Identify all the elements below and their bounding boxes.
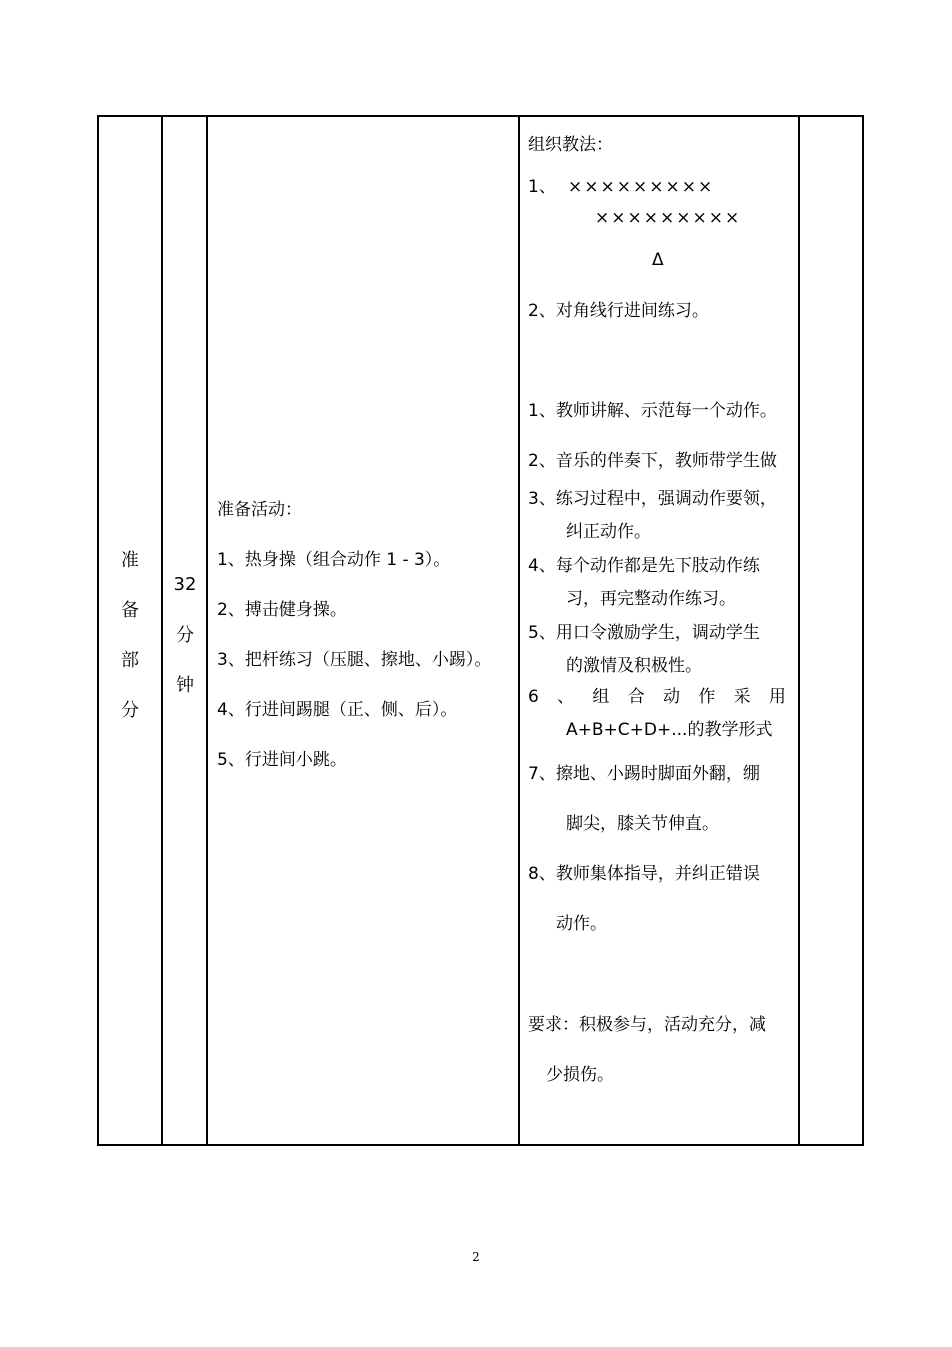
method-line: 2、音乐的伴奏下，教师带学生做 [528, 451, 777, 471]
requirement-line: 少损伤。 [546, 1065, 614, 1085]
lesson-plan-table [97, 115, 864, 1146]
column-divider [518, 117, 520, 1144]
method-char: 作 [698, 687, 716, 707]
section-name-char: 分 [121, 700, 139, 721]
content-item: 1、热身操（组合动作 1 - 3）。 [217, 550, 451, 570]
organization-item: 2、对角线行进间练习。 [528, 301, 709, 321]
method-line: 的激情及积极性。 [566, 656, 702, 676]
method-line: 5、用口令激励学生，调动学生 [528, 623, 760, 643]
content-item: 3、把杆练习（压腿、擦地、小踢）。 [217, 650, 492, 670]
method-line [528, 686, 786, 708]
method-char: 合 [627, 687, 645, 707]
requirement-line: 要求：积极参与，活动充分，减 [528, 1015, 766, 1035]
method-line: 动作。 [556, 914, 607, 934]
content-heading: 准备活动： [217, 500, 302, 520]
method-char: 6 [528, 687, 539, 707]
method-char: 组 [592, 687, 610, 707]
content-item: 5、行进间小跳。 [217, 750, 347, 770]
method-line: 7、擦地、小踢时脚面外翻，绷 [528, 764, 760, 784]
content-item: 2、搏击健身操。 [217, 600, 347, 620]
organization-heading: 组织教法： [528, 135, 613, 155]
column-divider [161, 117, 163, 1144]
page-number: 2 [472, 1250, 480, 1264]
method-line: 纠正动作。 [566, 522, 651, 542]
time-number: 32 [173, 574, 197, 595]
method-line: 8、教师集体指导，并纠正错误 [528, 864, 760, 884]
time-unit-char: 分 [176, 625, 194, 646]
teacher-mark: Δ [652, 250, 664, 270]
formation-row: ××××××××× [568, 177, 715, 197]
section-name-char: 部 [121, 650, 139, 671]
method-line: A+B+C+D+...的教学形式 [566, 720, 773, 740]
method-char: 动 [663, 687, 681, 707]
formation-index: 1、 [528, 177, 556, 197]
method-line: 4、每个动作都是先下肢动作练 [528, 556, 760, 576]
formation-row: ××××××××× [595, 208, 742, 228]
method-line: 3、练习过程中，强调动作要领， [528, 489, 777, 509]
column-divider [206, 117, 208, 1144]
time-unit-char: 钟 [176, 675, 194, 696]
section-name-char: 备 [121, 600, 139, 621]
method-line: 1、教师讲解、示范每一个动作。 [528, 401, 777, 421]
content-item: 4、行进间踢腿（正、侧、后）。 [217, 700, 458, 720]
method-char: 采 [733, 687, 751, 707]
method-line: 习，再完整动作练习。 [566, 589, 736, 609]
column-divider [798, 117, 800, 1144]
section-name-char: 准 [121, 550, 139, 571]
method-char: 、 [557, 687, 575, 707]
method-line: 脚尖，膝关节伸直。 [566, 814, 719, 834]
method-char: 用 [768, 687, 786, 707]
